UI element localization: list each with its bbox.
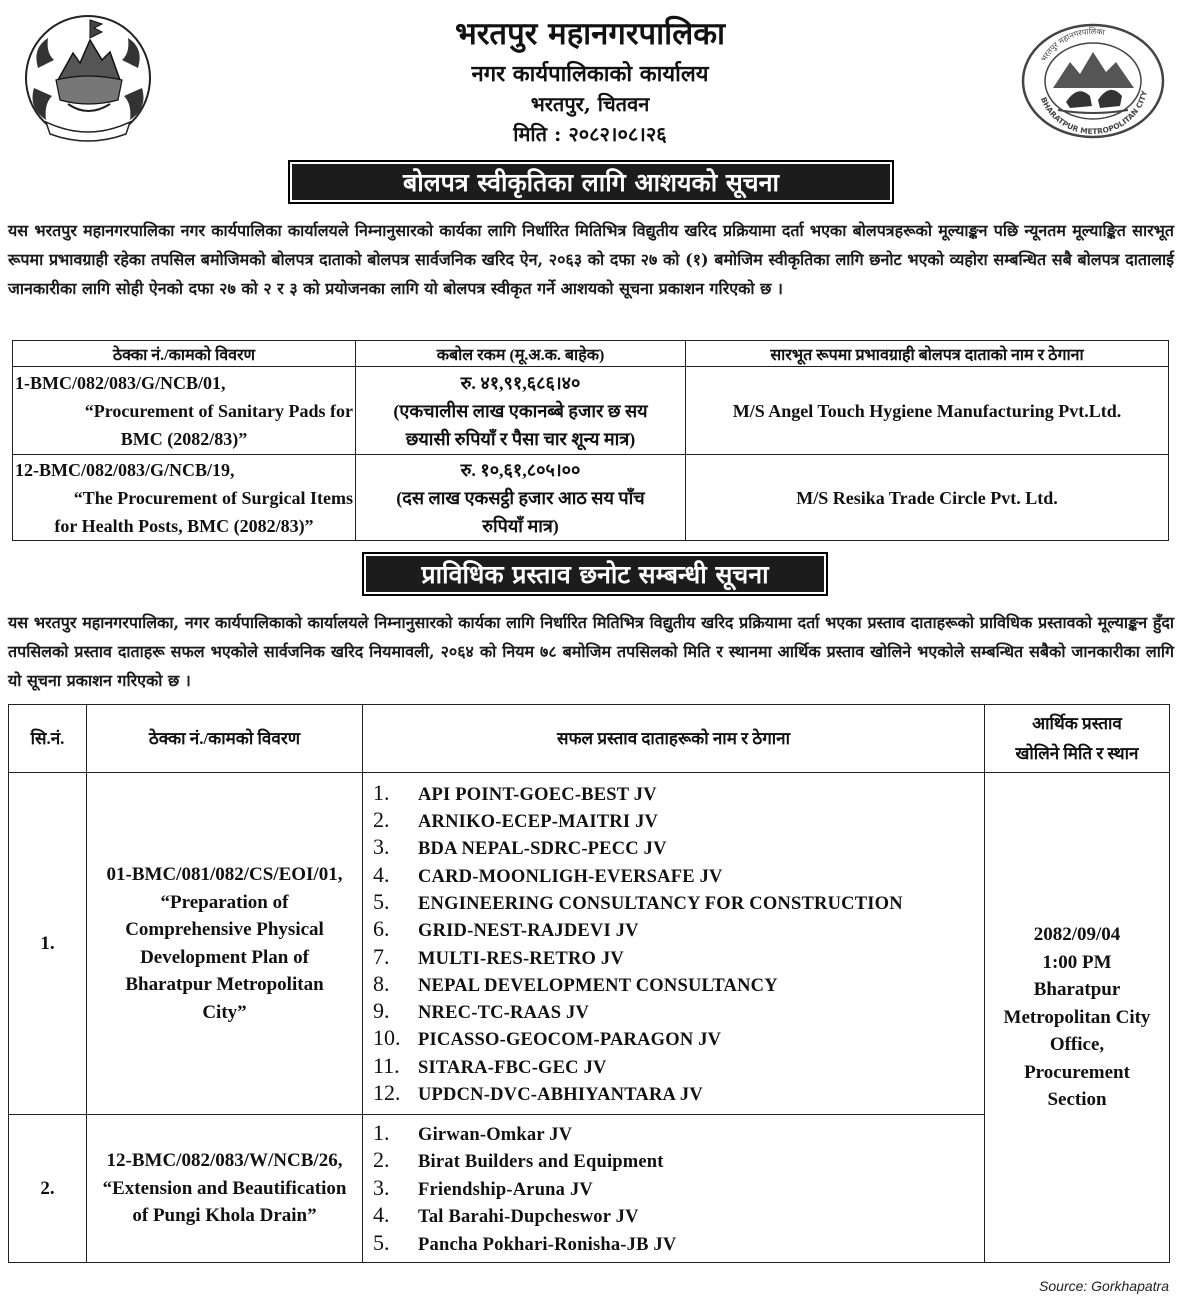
bidder-name: GRID-NEST-RAJDEVI JV	[418, 921, 639, 942]
list-item	[373, 916, 984, 943]
bidder-list	[373, 780, 984, 1108]
opening-line: Procurement	[1024, 1061, 1130, 1083]
col-header-bidder: सारभूत रूपमा प्रभावग्राही बोलपत्र दाताको नाम र ठेगाना	[686, 341, 1169, 367]
contract-cell	[13, 367, 356, 455]
list-number: 9.	[373, 998, 390, 1024]
list-number: 11.	[373, 1052, 400, 1078]
col-header-bidders: सफल प्रस्ताव दाताहरूको नाम र ठेगाना	[363, 705, 985, 773]
list-number: 5.	[373, 1229, 390, 1255]
bidder-name: Tal Barahi-Dupcheswor JV	[418, 1207, 639, 1228]
list-item	[373, 1053, 984, 1080]
work-line: Comprehensive Physical	[125, 919, 324, 940]
government-emblem-logo	[18, 8, 158, 148]
table-row	[13, 367, 1169, 455]
amount-in-words: (एकचालीस लाख एकानब्बे हजार छ सय	[393, 400, 648, 421]
bidders-cell	[363, 1115, 985, 1263]
work-line: City”	[202, 1001, 247, 1023]
seal-text-bottom: BHARATPUR METROPOLITAN CITY	[1038, 89, 1150, 137]
bidder-list	[373, 1120, 984, 1258]
work-line: “Preparation of	[160, 891, 289, 913]
list-number: 5.	[373, 888, 390, 914]
list-number: 7.	[373, 943, 390, 969]
section1-paragraph: यस भरतपुर महानगरपालिका नगर कार्यपालिका कार्यालयले निम्नानुसारको कार्यका लागि निर्धारित मितिभित्र विद्युतीय खरिद प्रक्रियामा दर्ता भएका बोलपत्रहरूको मूल्याङ्कन पछि न्यूनतम मूल्याङ्कित सारभूत रूपमा प्रभावग्राही रहेका तपसिल बमोजिमको बोलपत्र दाताको बोलपत्र सार्वजनिक खरिद ऐन, २०६३ को दफा २७ को (१) बमोजिम स्वीकृतिका लागि छनोट भएको व्यहोरा सम्बन्धित सबै बोलपत्र दातालाई जानकारीका लागि सोही ऐनको दफा २७ को २ र ३ को प्रयोजनका लागि यो बोलपत्र स्वीकृत गर्ने आशयको सूचना प्रकाशन गरिएको छ ।	[8, 221, 1174, 298]
section1-title-banner: बोलपत्र स्वीकृतिका लागि आशयको सूचना	[288, 160, 894, 204]
bidder-name: SITARA-FBC-GEC JV	[418, 1057, 607, 1078]
list-item	[373, 780, 984, 807]
bharatpur-metropolitan-seal	[1018, 22, 1168, 140]
technical-proposal-table	[8, 704, 1170, 1263]
list-number: 4.	[373, 861, 390, 887]
bidder-name: Friendship-Aruna JV	[418, 1179, 593, 1200]
list-number: 1.	[373, 1119, 390, 1145]
contract-cell	[13, 455, 356, 541]
col-header-opening	[985, 705, 1170, 773]
opening-line: Metropolitan City	[1003, 1006, 1151, 1028]
work-description-line: “Procurement of Sanitary Pads for	[84, 400, 353, 421]
bidders-cell	[363, 773, 985, 1115]
amount-in-words: छयासी रुपियाँ र पैसा चार शून्य मात्र)	[405, 428, 636, 449]
list-number: 12.	[373, 1079, 401, 1105]
list-number: 3.	[373, 1174, 390, 1200]
list-item	[373, 1175, 984, 1203]
list-number: 8.	[373, 970, 390, 996]
list-item	[373, 1120, 984, 1148]
bidder-name: ENGINEERING CONSULTANCY FOR CONSTRUCTION	[418, 893, 903, 914]
list-number: 2.	[373, 1147, 390, 1173]
bidder-name: MULTI-RES-RETRO JV	[418, 948, 624, 969]
notice-date: मिति : २०८२।०८।२६	[513, 122, 667, 146]
list-item	[373, 971, 984, 998]
bidder-name: UPDCN-DVC-ABHIYANTARA JV	[418, 1084, 703, 1105]
list-item	[373, 862, 984, 889]
bidder-name: API POINT-GOEC-BEST JV	[418, 784, 657, 805]
table-header-row	[13, 341, 1169, 367]
list-number: 4.	[373, 1202, 390, 1228]
bidder-name: BDA NEPAL-SDRC-PECC JV	[418, 839, 667, 860]
work-line: Development Plan of	[140, 946, 309, 968]
opening-header-line: आर्थिक प्रस्ताव	[1032, 713, 1122, 733]
bidder-name: CARD-MOONLIGH-EVERSAFE JV	[418, 866, 723, 887]
list-item	[373, 944, 984, 971]
bidder-name: PICASSO-GEOCOM-PARAGON JV	[418, 1030, 722, 1051]
section2-title-banner: प्राविधिक प्रस्ताव छनोट सम्बन्धी सूचना	[362, 552, 828, 596]
bidder-name: Birat Builders and Equipment	[418, 1152, 664, 1173]
work-cell	[87, 1115, 363, 1263]
office-name: नगर कार्यपालिकाको कार्यालय	[471, 61, 709, 87]
opening-date-place-cell	[985, 773, 1170, 1263]
contract-number: 1-BMC/082/083/G/NCB/01,	[15, 372, 226, 393]
list-item	[373, 807, 984, 834]
table-header-row	[9, 705, 1170, 773]
bidder-name: ARNIKO-ECEP-MAITRI JV	[418, 812, 659, 833]
list-item	[373, 834, 984, 861]
list-number: 2.	[373, 807, 390, 833]
work-line: of Pungi Khola Drain”	[132, 1205, 317, 1227]
list-number: 3.	[373, 834, 390, 860]
bid-amount: रु. १०,६१,८०५।००	[460, 459, 581, 480]
work-description-line: for Health Posts, BMC (2082/83)”	[54, 515, 314, 536]
opening-line: 2082/09/04	[1033, 924, 1121, 946]
work-line: 12-BMC/082/083/W/NCB/26,	[106, 1150, 343, 1172]
table-row	[9, 773, 1170, 1115]
work-cell	[87, 773, 363, 1115]
amount-cell	[356, 367, 686, 455]
work-line: “Extension and Beautification	[102, 1177, 347, 1199]
organization-name: भरतपुर महानगरपालिका	[454, 16, 726, 52]
list-item	[373, 1230, 984, 1258]
col-header-work: ठेक्का नं./कामको विवरण	[87, 705, 363, 773]
list-number: 1.	[373, 779, 390, 805]
bidder-name: M/S Resika Trade Circle Pvt. Ltd.	[686, 455, 1169, 541]
amount-in-words: (दस लाख एकसट्ठी हजार आठ सय पाँच	[396, 487, 645, 508]
col-header-sn: सि.नं.	[9, 705, 87, 773]
section2-paragraph: यस भरतपुर महानगरपालिका, नगर कार्यपालिकाको कार्यालयले निम्नानुसारको कार्यका लागि निर्धारित मितिभित्र विद्युतीय खरिद प्रक्रियामा दर्ता भएका प्रस्ताव दाताहरूको प्राविधिक प्रस्तावको मूल्याङ्कन हुँदा तपसिलको प्रस्ताव दाताहरू सफल भएकोले सार्वजनिक खरिद नियमावली, २०६४ को नियम ७८ बमोजिम तपसिलको मिति र स्थानमा आर्थिक प्रस्ताव खोलिने भएकोले सम्बन्धित सबैको जानकारीका लागि यो सूचना प्रकाशन गरिएको छ ।	[8, 613, 1174, 690]
bidder-name: M/S Angel Touch Hygiene Manufacturing Pvt.Ltd.	[686, 367, 1169, 455]
list-item	[373, 1080, 984, 1107]
bidder-name: NEPAL DEVELOPMENT CONSULTANCY	[418, 975, 778, 996]
work-description-line: “The Procurement of Surgical Items	[73, 487, 353, 508]
bidder-name: NREC-TC-RAAS JV	[418, 1003, 590, 1024]
office-location: भरतपुर, चितवन	[530, 92, 650, 116]
bidder-name: Girwan-Omkar JV	[418, 1124, 573, 1145]
seal-text-top: भरतपुर महानगरपालिका	[1039, 26, 1106, 64]
bidder-name: Pancha Pokhari-Ronisha-JB JV	[418, 1234, 677, 1255]
list-item	[373, 889, 984, 916]
work-description-line: BMC (2082/83)”	[120, 428, 248, 449]
work-line: 01-BMC/081/082/CS/EOI/01,	[106, 864, 343, 885]
amount-in-words: रुपियाँ मात्र)	[482, 515, 559, 536]
list-item	[373, 998, 984, 1025]
list-number: 10.	[373, 1025, 401, 1051]
table-row	[13, 455, 1169, 541]
col-header-contract: ठेक्का नं./कामको विवरण	[13, 341, 356, 367]
list-item	[373, 1147, 984, 1175]
opening-line: Section	[1047, 1089, 1107, 1111]
list-item	[373, 1202, 984, 1230]
list-item	[373, 1025, 984, 1052]
amount-cell	[356, 455, 686, 541]
opening-line: 1:00 PM	[1042, 951, 1112, 973]
source-credit: Source: Gorkhapatra	[1039, 1278, 1169, 1294]
opening-line: Office,	[1049, 1034, 1105, 1056]
opening-line: Bharatpur	[1033, 979, 1121, 1001]
serial-number: 2.	[9, 1115, 87, 1263]
serial-number: 1.	[9, 773, 87, 1115]
intent-award-table	[12, 340, 1169, 541]
col-header-amount: कबोल रकम (मू.अ.क. बाहेक)	[356, 341, 686, 367]
bid-amount: रु. ४१,९१,६८६।४०	[460, 372, 581, 393]
contract-number: 12-BMC/082/083/G/NCB/19,	[15, 459, 235, 480]
work-line: Bharatpur Metropolitan	[125, 974, 324, 995]
list-number: 6.	[373, 916, 390, 942]
opening-header-line: खोलिने मिति र स्थान	[1015, 743, 1139, 763]
